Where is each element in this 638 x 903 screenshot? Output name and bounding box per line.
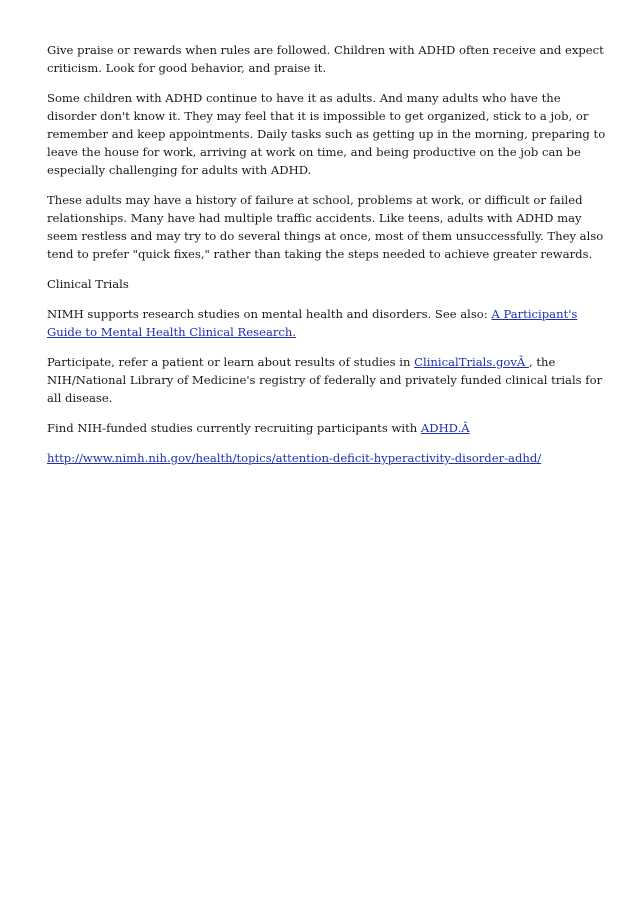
participant-guide-link[interactable]: A Participant's Guide to Mental Health Clinical Research.: [47, 307, 578, 339]
clinicaltrials-link[interactable]: ClinicalTrials.govÂ: [414, 355, 529, 369]
source-url-link[interactable]: http://www.nimh.nih.gov/health/topics/attention-deficit-hyperactivity-disorder-adhd/: [47, 451, 542, 465]
paragraph-clinicaltrials: [47, 353, 607, 407]
document-page: [47, 41, 607, 479]
paragraph-nih-funded: [47, 419, 607, 437]
paragraph-adult-history: These adults may have a history of failure at school, problems at work, or difficult or failed relationships. Many have had multiple traffic accidents. Like teens, adults with ADHD may seem restless and may try to do several things at once, most of them unsuccessfully. They also tend to prefer "quick fixes," rather than taking the steps needed to achieve greater rewards.: [47, 193, 604, 261]
nih-funded-text: Find NIH-funded studies currently recruiting participants with: [47, 421, 421, 435]
nimh-research-text: NIMH supports research studies on mental health and disorders. See also:: [47, 307, 492, 321]
clinicaltrials-text-before: Participate, refer a patient or learn about results of studies in: [47, 355, 415, 369]
clinicaltrials-text-after: , the NIH/National Library of Medicine's registry of federally and privately funded clinical trials for all disease.: [47, 355, 603, 405]
section-heading-clinical-trials: Clinical Trials: [47, 277, 129, 291]
paragraph-adults-adhd: Some children with ADHD continue to have it as adults. And many adults who have the disorder don't know it. They may feel that it is impossible to get organized, stick to a job, or remember and keep appointments. Daily tasks such as getting up in the morning, preparing to leave the house for work, arriving at work on time, and being productive on the job can be especially challenging for adults with ADHD.: [47, 91, 606, 177]
adhd-link[interactable]: ADHD.Â: [420, 421, 470, 435]
paragraph-nimh-research: [47, 305, 607, 341]
paragraph-source-url: [47, 449, 607, 467]
paragraph-praise: Give praise or rewards when rules are followed. Children with ADHD often receive and expect criticism. Look for good behavior, and praise it.: [47, 43, 604, 75]
